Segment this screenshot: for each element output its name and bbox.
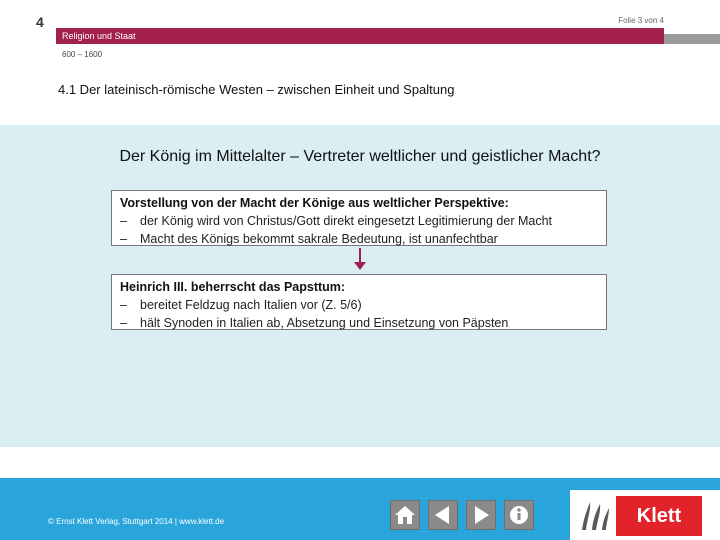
dash-marker: –: [120, 214, 127, 228]
forward-button[interactable]: [466, 500, 496, 530]
slide-counter: Folie 3 von 4: [618, 16, 664, 25]
info-button[interactable]: [504, 500, 534, 530]
list-item: [120, 314, 598, 332]
title-bar: [56, 28, 664, 44]
info-icon: [505, 501, 533, 529]
dash-marker: –: [120, 298, 127, 312]
dash-marker: –: [120, 232, 127, 246]
main-question: Der König im Mittelalter – Vertreter weltlicher und geistlicher Macht?: [119, 148, 601, 165]
list-item-text: hält Synoden in Italien ab, Absetzung und Einsetzung von Päpsten: [140, 316, 509, 330]
forward-arrow-icon: [467, 501, 495, 529]
list-item-text: Macht des Königs bekommt sakrale Bedeutung, ist unanfechtbar: [140, 232, 498, 246]
info-box-worldly-perspective: [111, 190, 607, 246]
chapter-number: 4: [36, 14, 44, 30]
box-title: Heinrich III. beherrscht das Papsttum:: [120, 280, 346, 294]
title-bar-label: Religion und Staat: [62, 31, 136, 41]
home-icon: [391, 501, 419, 529]
list-item-text: der König wird von Christus/Gott direkt eingesetzt Legitimierung der Macht: [140, 214, 552, 228]
back-arrow-icon: [429, 501, 457, 529]
list-item-text: bereitet Feldzug nach Italien vor (Z. 5/6): [140, 298, 362, 312]
klett-logo-mark-icon: [578, 498, 612, 534]
list-item: [120, 230, 598, 248]
box-title: Vorstellung von der Macht der Könige aus weltlicher Perspektive:: [120, 196, 509, 210]
klett-logo-text: Klett: [636, 505, 682, 527]
period-label: 600 – 1600: [62, 50, 103, 59]
section-heading: 4.1 Der lateinisch-römische Westen – zwischen Einheit und Spaltung: [58, 82, 455, 97]
list-item: [120, 296, 598, 314]
list-item: [120, 212, 598, 230]
down-arrow-icon: [354, 262, 366, 270]
copyright-text: © Ernst Klett Verlag, Stuttgart 2014 | www.klett.de: [48, 517, 225, 526]
info-box-heinrich: [111, 274, 607, 330]
dash-marker: –: [120, 316, 127, 330]
home-button[interactable]: [390, 500, 420, 530]
title-bar-grey-segment: [664, 34, 720, 44]
back-button[interactable]: [428, 500, 458, 530]
